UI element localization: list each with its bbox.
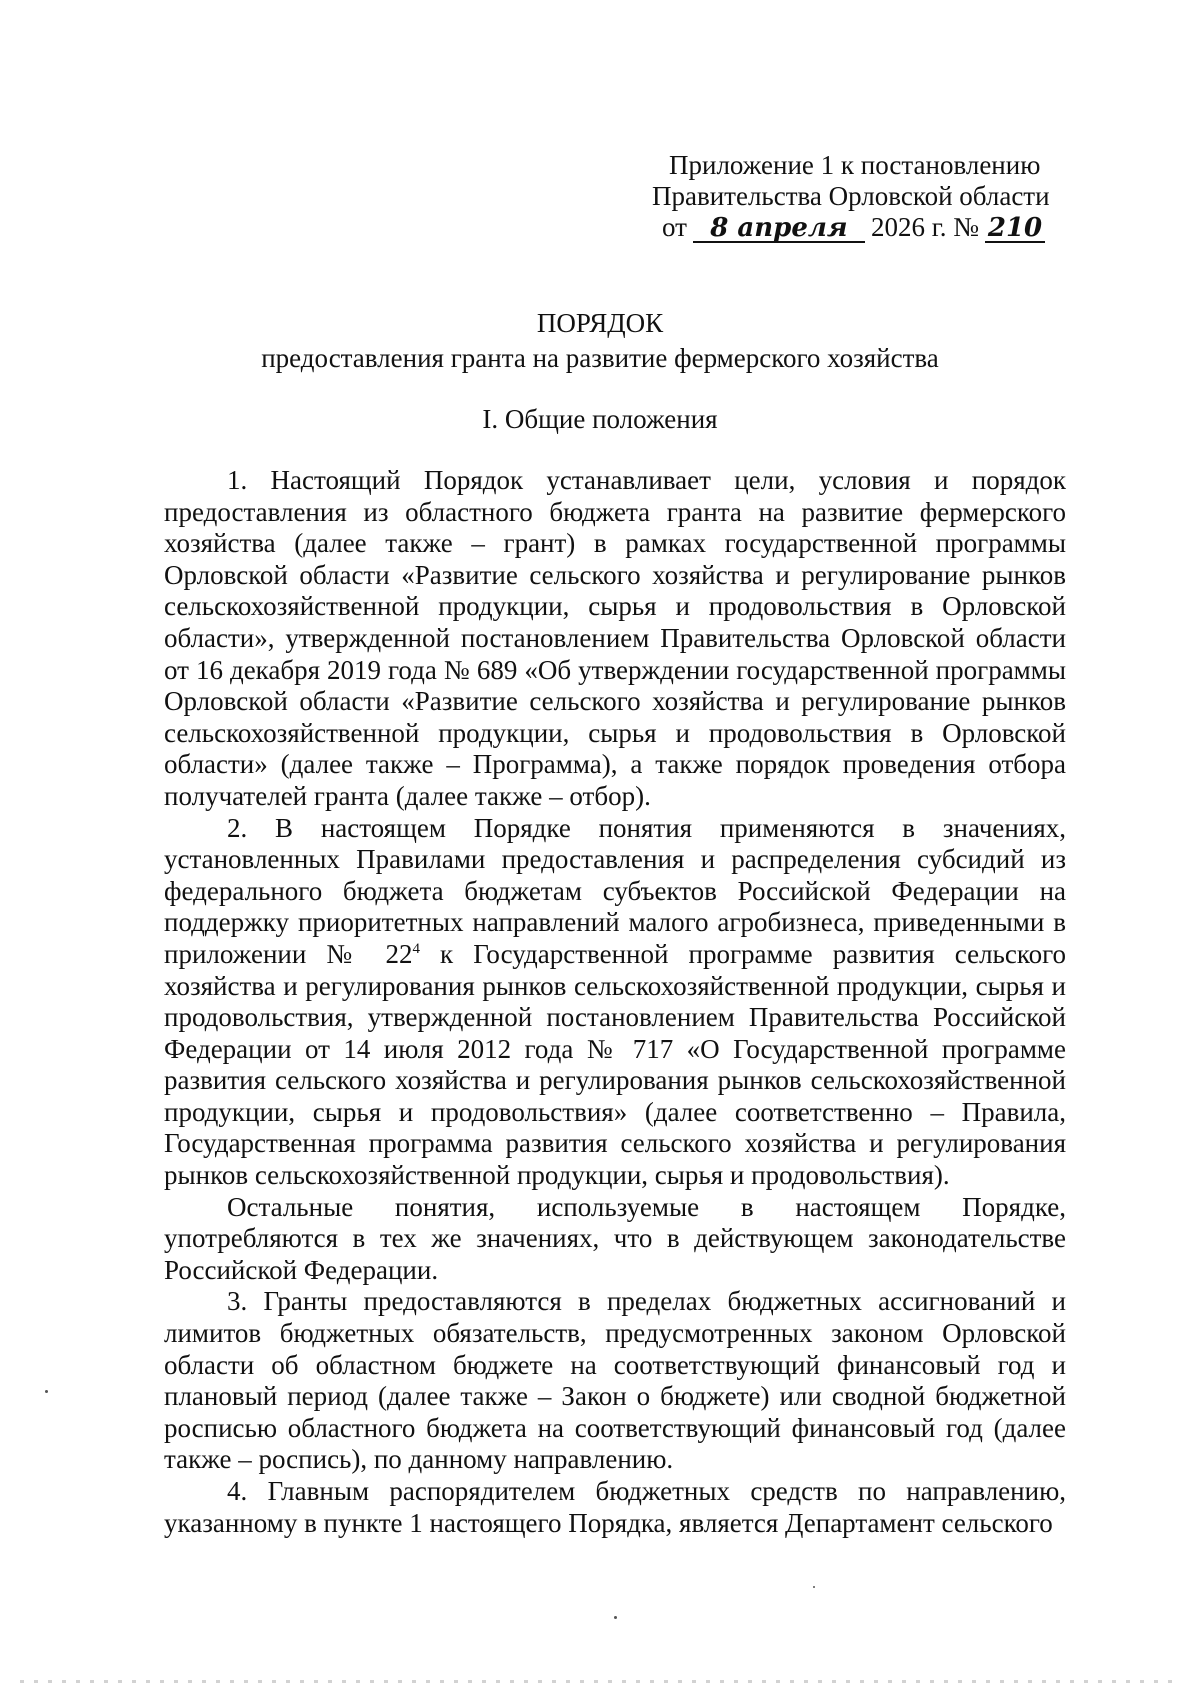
scan-edge-noise [20, 1680, 1180, 1683]
date-suffix: 2026 г. № [870, 212, 979, 242]
handwritten-number: 210 [985, 215, 1045, 243]
paragraph-4: 4. Главным распорядителем бюджетных средств по направлению, указанному в пункте 1 настоящего Порядка, является Департамент сельского [164, 1476, 1066, 1538]
document-body [164, 465, 1066, 1539]
date-prefix: от [662, 212, 687, 242]
appendix-block [652, 150, 1072, 243]
section-heading: I. Общие положения [482, 404, 718, 434]
paragraph-2-text-b: к Государственной программе развития сельского хозяйства и регулирования рынков сельскохозяйственной продукции, сырья и продовольствия, утвержденной постановлением Правительства Российской Федерации от 14 июля 2012 года № 717 «О Государственной программе развития сельского хозяйства и регулирования рынков сельскохозяйственной продукции, сырья и продовольствия» (далее соответственно – Правила, Государственная программа развития сельского хозяйства и регулирования рынков сельскохозяйственной продукции, сырья и продовольствия). [164, 938, 1066, 1191]
appendix-date-line [652, 212, 1072, 243]
document-subtitle: предоставления гранта на развитие фермерского хозяйства [261, 343, 939, 373]
appendix-line-2: Правительства Орловской области [652, 181, 1050, 211]
paragraph-2-text-a: 2. В настоящем Порядке понятия применяются в значениях, установленных Правилами предоставления и распределения субсидий из федерального бюджета бюджетам субъектов Российской Федерации на поддержку приоритетных направлений малого агробизнеса, приведенными в приложении № 22 [164, 812, 1066, 969]
document-title: ПОРЯДОК [536, 308, 664, 338]
paragraph-2 [164, 813, 1066, 1192]
scan-speck [813, 1586, 815, 1588]
superscript: 4 [412, 940, 420, 957]
handwritten-date: 8 апреля [693, 215, 865, 243]
paragraph-3: 3. Гранты предоставляются в пределах бюджетных ассигнований и лимитов бюджетных обязательств, предусмотренных законом Орловской области об областном бюджете на соответствующий финансовый год и плановый период (далее также – Закон о бюджете) или сводной бюджетной росписью областного бюджета на соответствующий финансовый год (далее также – роспись), по данному направлению. [164, 1286, 1066, 1475]
paragraph-2b: Остальные понятия, используемые в настоящем Порядке, употребляются в тех же значениях, что в действующем законодательстве Российской Федерации. [164, 1191, 1066, 1285]
scan-speck [614, 1616, 617, 1619]
scan-speck [45, 1390, 48, 1393]
appendix-line-1: Приложение 1 к постановлению [669, 150, 1041, 180]
paragraph-1: 1. Настоящий Порядок устанавливает цели, условия и порядок предоставления из областного бюджета гранта на развитие фермерского хозяйства (далее также – грант) в рамках государственной программы Орловской области «Развитие сельского хозяйства и регулирование рынков сельскохозяйственной продукции, сырья и продовольствия в Орловской области», утвержденной постановлением Правительства Орловской области от 16 декабря 2019 года № 689 «Об утверждении государственной программы Орловской области «Развитие сельского хозяйства и регулирование рынков сельскохозяйственной продукции, сырья и продовольствия в Орловской области» (далее также – Программа), а также порядок проведения отбора получателей гранта (далее также – отбор). [164, 465, 1066, 811]
